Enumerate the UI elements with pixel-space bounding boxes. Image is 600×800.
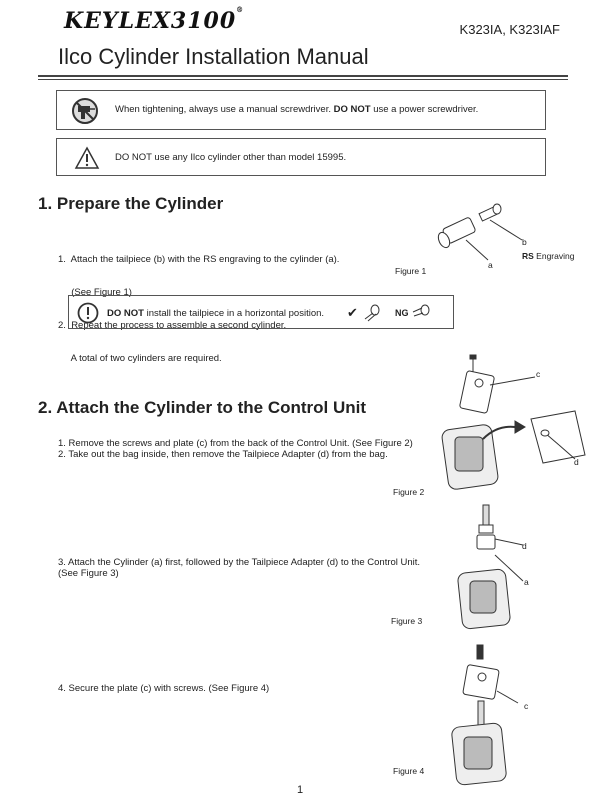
cylinder-model-warning	[56, 138, 546, 176]
step-line: 2. Take out the bag inside, then remove the Tailpiece Adapter (d) from the bag.	[58, 449, 388, 460]
step-line: (See Figure 1)	[58, 287, 132, 298]
figure-2-caption: Figure 2	[393, 487, 425, 497]
caution-triangle-icon	[75, 147, 99, 169]
power-screwdriver-prohibited-icon	[71, 97, 99, 125]
label-a: a	[488, 260, 493, 270]
figure-3-caption: Figure 3	[391, 616, 423, 626]
figure-2-control-unit-illustration	[435, 355, 595, 490]
label-d: d	[574, 457, 579, 467]
ok-check-icon: ✔	[347, 305, 358, 320]
label-b: b	[522, 237, 527, 247]
model-numbers: K323IA, K323IAF	[459, 22, 560, 37]
step-line: 1. Remove the screws and plate (c) from the back of the Control Unit. (See Figure 2)	[58, 438, 413, 449]
section-heading-prepare-cylinder: 1. Prepare the Cylinder	[38, 194, 224, 213]
step-3	[58, 557, 420, 579]
tailpiece-horizontal-ng-icon	[411, 304, 431, 322]
figure-4-caption: Figure 4	[393, 766, 425, 776]
tailpiece-vertical-ok-icon	[361, 304, 381, 322]
figure-3-assembly-illustration	[455, 505, 535, 630]
figure-1-caption: Figure 1	[395, 266, 427, 276]
label-c: c	[524, 701, 529, 711]
section2-steps	[58, 438, 413, 460]
exclamation-circle-icon	[77, 302, 99, 324]
step-line: 2. Repeat the process to assemble a second cylinder.	[58, 320, 287, 331]
rs-engraving-label: RS Engraving	[522, 251, 575, 261]
step-line: (See Figure 3)	[58, 568, 119, 579]
page-title: Ilco Cylinder Installation Manual	[58, 44, 369, 69]
warning-text: DO NOT use any Ilco cylinder other than model 15995.	[115, 152, 347, 163]
title-rule	[38, 75, 568, 77]
power-screwdriver-warning	[56, 90, 546, 130]
brand-logo: KEYLEX3100®	[64, 4, 245, 34]
step-line: 1. Attach the tailpiece (b) with the RS engraving to the cylinder (a).	[58, 254, 340, 265]
step-line: 3. Attach the Cylinder (a) first, followed by the Tailpiece Adapter (d) to the Control Unit.	[58, 557, 421, 568]
page-number: 1	[297, 784, 304, 796]
step-line: A total of two cylinders are required.	[58, 353, 222, 364]
step-4: 4. Secure the plate (c) with screws. (See Figure 4)	[58, 683, 270, 694]
section-heading-attach-cylinder: 2. Attach the Cylinder to the Control Unit	[38, 398, 367, 417]
ng-label: NG	[395, 308, 409, 318]
figure-1-cylinder-illustration	[430, 200, 520, 270]
figure-4-plate-illustration	[440, 645, 540, 785]
title-rule-thin	[38, 79, 568, 80]
label-c: c	[536, 369, 541, 379]
label-a: a	[524, 577, 529, 587]
label-d: d	[522, 541, 527, 551]
callout-text: DO NOT install the tailpiece in a horizontal position.	[107, 308, 325, 319]
warning-text: When tightening, always use a manual screwdriver. DO NOT use a power screwdriver.	[115, 104, 479, 115]
tailpiece-orientation-callout	[68, 295, 454, 329]
